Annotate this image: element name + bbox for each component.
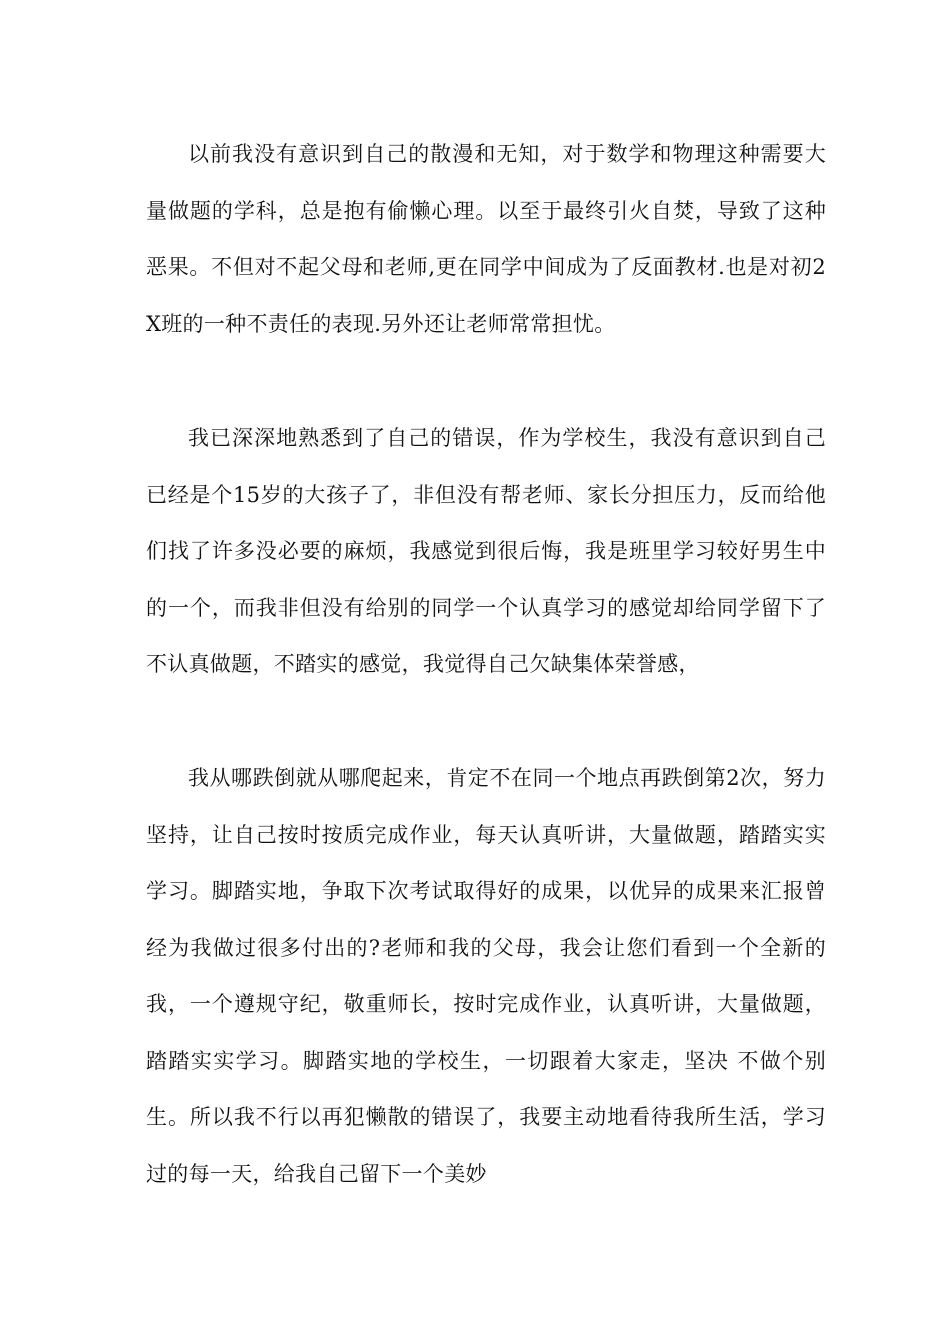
paragraph-1: 以前我没有意识到自己的散漫和无知，对于数学和物理这种需要大量做题的学科，总是抱有偷懒心理。以至于最终引火自焚，导致了这种恶果。不但对不起父母和老师,更在同学中间成为了反面教材.也是对初2X班的一种不责任的表现.另外还让老师常常担忧。 bbox=[146, 142, 826, 336]
paragraph-3: 我从哪跌倒就从哪爬起来，肯定不在同一个地点再跌倒第2次，努力坚持，让自己按时按质完成作业，每天认真听讲，大量做题，踏踏实实学习。脚踏实地，争取下次考试取得好的成果，以优异的成果来汇报曾经为我做过很多付出的?老师和我的父母，我会让您们看到一个全新的我，一个遵规守纪，敬重师长，按时完成作业，认真听讲，大量做题，踏踏实实学习。脚踏实地的学校生，一切跟着大家走，坚决 不做个别生。所以我不行以再犯懒散的错误了，我要主动地看待我所生活，学习过的每一天，给我自己留下一个美妙 bbox=[146, 766, 826, 1186]
paragraph-2: 我已深深地熟悉到了自己的错误，作为学校生，我没有意识到自己已经是个15岁的大孩子了，非但没有帮老师、家长分担压力，反而给他们找了许多没必要的麻烦，我感觉到很后悔，我是班里学习较好男生中的一个，而我非但没有给别的同学一个认真学习的感觉却给同学留下了不认真做题，不踏实的感觉，我觉得自己欠缺集体荣誉感， bbox=[146, 426, 826, 676]
